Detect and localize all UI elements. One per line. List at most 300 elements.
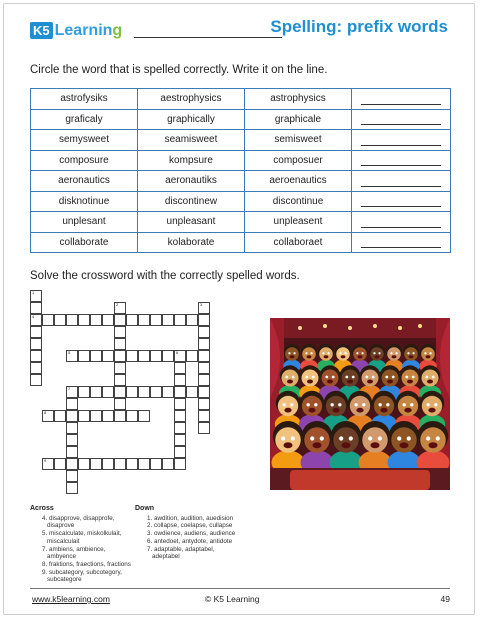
audience-mouth [428, 408, 435, 413]
word-option[interactable]: aeronautiks [138, 171, 245, 192]
audience-eye [352, 376, 355, 379]
audience-face [322, 370, 339, 387]
word-option[interactable]: unplesant [31, 212, 138, 233]
audience-face [319, 347, 333, 361]
footer-rule [30, 588, 450, 589]
audience-mouth [409, 355, 414, 358]
audience-eye [395, 352, 397, 354]
audience-eye [426, 403, 429, 406]
crossword-cell[interactable] [42, 410, 54, 422]
audience-eye [310, 436, 314, 440]
audience-eye [288, 352, 290, 354]
crossword-cell[interactable] [114, 302, 126, 314]
word-option[interactable]: graficaly [31, 109, 138, 130]
clue-line: 9. subcategory, subcotegory, [42, 568, 122, 576]
footer-website-link[interactable]: www.k5learning.com [32, 594, 110, 604]
crossword-cell[interactable] [78, 386, 90, 398]
clue-line: 5. miscalculate, miskolkulait, [42, 530, 122, 538]
across-title: Across [30, 505, 54, 512]
crossword-cell[interactable] [186, 350, 198, 362]
crossword-cell[interactable] [162, 314, 174, 326]
audience-face [422, 370, 439, 387]
audience-mouth [347, 380, 353, 384]
answer-cell[interactable] [352, 109, 451, 130]
word-option[interactable]: kolaborate [138, 232, 245, 253]
answer-line[interactable] [361, 227, 441, 228]
audience-eye [290, 403, 293, 406]
crossword-cell[interactable] [198, 326, 210, 338]
audience-eye [312, 376, 315, 379]
word-option[interactable]: composuer [245, 150, 352, 171]
audience-eye [327, 352, 329, 354]
crossword-cell[interactable] [90, 410, 102, 422]
audience-mouth [404, 408, 411, 413]
crossword-cell[interactable] [174, 410, 186, 422]
audience-mouth [307, 355, 312, 358]
crossword-clue-number: 1 [32, 290, 35, 295]
answer-cell[interactable] [352, 130, 451, 151]
clue-line: 4. disapprove, disapprofe, [42, 514, 115, 522]
crossword-cell[interactable] [198, 410, 210, 422]
answer-cell[interactable] [352, 150, 451, 171]
word-option[interactable]: discontinew [138, 191, 245, 212]
crossword-cell[interactable] [114, 410, 126, 422]
crossword-cell[interactable] [66, 386, 78, 398]
audience-eye [293, 352, 295, 354]
audience-mouth [290, 355, 295, 358]
word-option[interactable]: collaboraet [245, 232, 352, 253]
audience-mouth [380, 408, 387, 413]
word-option[interactable]: graphicale [245, 109, 352, 130]
crossword-cell[interactable] [114, 326, 126, 338]
clue-line: 8. fraktions, fraections, fractions [42, 560, 131, 568]
crossword-cell[interactable] [114, 398, 126, 410]
audience-face [421, 347, 435, 361]
crossword-cell[interactable] [174, 398, 186, 410]
audience-face [382, 370, 399, 387]
audience-eye [332, 376, 335, 379]
crossword-cell[interactable] [66, 482, 78, 494]
crossword-cell[interactable] [162, 386, 174, 398]
crossword-clue-number: 6 [176, 350, 179, 355]
crossword-cell[interactable] [150, 386, 162, 398]
instruction-crossword: Solve the crossword with the correctly spelled words. [30, 270, 300, 282]
crossword-cell[interactable] [90, 458, 102, 470]
audience-mouth [375, 355, 380, 358]
audience-eye [402, 403, 405, 406]
crossword-cell[interactable] [66, 422, 78, 434]
crossword-cell[interactable] [174, 446, 186, 458]
audience-mouth [342, 442, 351, 448]
down-title: Down [135, 505, 155, 512]
audience-face [333, 427, 359, 453]
audience-eye [325, 376, 328, 379]
word-option[interactable]: seamisweet [138, 130, 245, 151]
audience-face [353, 347, 367, 361]
word-option[interactable]: unpleasant [138, 212, 245, 233]
word-option[interactable]: graphically [138, 109, 245, 130]
crossword-cell[interactable] [114, 374, 126, 386]
audience-eye [356, 352, 358, 354]
crossword-cell[interactable] [30, 302, 42, 314]
crossword-cell[interactable] [66, 410, 78, 422]
clue-line: 3. owdience, audiens, audience [147, 530, 236, 538]
crossword-cell[interactable] [198, 362, 210, 374]
crossword-cell[interactable] [162, 458, 174, 470]
answer-line[interactable] [361, 165, 441, 166]
clue-line: subcategore [47, 576, 82, 584]
audience-cartoon-illustration [270, 318, 450, 490]
audience-face [402, 370, 419, 387]
audience-mouth [429, 442, 438, 448]
audience-mouth [308, 408, 315, 413]
crossword-cell[interactable] [174, 374, 186, 386]
audience-eye [320, 436, 324, 440]
audience-face [304, 427, 330, 453]
crossword-cell[interactable] [66, 350, 78, 362]
word-row [31, 130, 451, 151]
audience-face [302, 396, 322, 416]
audience-eye [378, 436, 382, 440]
crossword-cell[interactable] [162, 350, 174, 362]
crossword-cell[interactable] [102, 410, 114, 422]
crossword-clue-number: 3 [200, 302, 203, 307]
crossword-cell[interactable] [198, 422, 210, 434]
answer-line[interactable] [361, 206, 441, 207]
answer-line[interactable] [361, 247, 441, 248]
audience-mouth [284, 442, 293, 448]
crossword-cell[interactable] [198, 302, 210, 314]
word-row [31, 109, 451, 130]
audience-face [398, 396, 418, 416]
logo-text [55, 22, 123, 39]
audience-eye [429, 352, 431, 354]
audience-eye [344, 352, 346, 354]
word-option[interactable]: astrophysics [245, 89, 352, 110]
audience-mouth [341, 355, 346, 358]
clue-line: 7. ambiens, ambience, [42, 545, 106, 553]
audience-eye [424, 352, 426, 354]
audience-cartoon-svg [270, 318, 450, 490]
audience-eye [385, 376, 388, 379]
crossword-cell[interactable] [174, 350, 186, 362]
crossword-clue-number: 9 [44, 458, 47, 463]
audience-eye [392, 376, 395, 379]
audience-mouth [407, 380, 413, 384]
answer-line[interactable] [361, 124, 441, 125]
audience-eye [407, 436, 411, 440]
audience-face [362, 370, 379, 387]
audience-eye [407, 352, 409, 354]
audience-eye [405, 376, 408, 379]
audience-eye [368, 436, 372, 440]
crossword-cell[interactable] [198, 350, 210, 362]
clue-line: miscalculait [47, 537, 80, 545]
audience-eye [432, 376, 435, 379]
crossword-cell[interactable] [174, 422, 186, 434]
audience-mouth [387, 380, 393, 384]
answer-cell[interactable] [352, 171, 451, 192]
audience-mouth [371, 442, 380, 448]
audience-eye [282, 403, 285, 406]
audience-mouth [324, 355, 329, 358]
crossword-cell[interactable] [150, 458, 162, 470]
crossword-cell[interactable] [150, 314, 162, 326]
crossword-grid [30, 290, 230, 500]
audience-face [302, 347, 316, 361]
crossword-cell[interactable] [138, 386, 150, 398]
audience-face [370, 347, 384, 361]
word-option[interactable]: kompsure [138, 150, 245, 171]
audience-face [391, 427, 417, 453]
audience-mouth [332, 408, 339, 413]
word-option[interactable]: unpleasent [245, 212, 352, 233]
crossword-cell[interactable] [66, 314, 78, 326]
crossword-cell[interactable] [138, 410, 150, 422]
audience-eye [397, 436, 401, 440]
clue-line: 1. awdition, audition, auedision [147, 514, 234, 522]
audience-eye [345, 376, 348, 379]
crossword-cell[interactable] [114, 338, 126, 350]
audience-eye [378, 352, 380, 354]
crossword-cell[interactable] [198, 386, 210, 398]
audience-eye [281, 436, 285, 440]
crossword-cell[interactable] [30, 350, 42, 362]
crossword-cell[interactable] [174, 458, 186, 470]
crossword-cell[interactable] [78, 350, 90, 362]
crossword-cell[interactable] [30, 338, 42, 350]
crossword-cell[interactable] [102, 458, 114, 470]
crossword-cell[interactable] [186, 314, 198, 326]
word-option[interactable]: collaborate [31, 232, 138, 253]
crossword-cell[interactable] [54, 458, 66, 470]
across-clues [30, 505, 131, 584]
page-number: 49 [440, 594, 450, 604]
audience-eye [434, 403, 437, 406]
audience-face [420, 427, 446, 453]
audience-eye [291, 436, 295, 440]
crossword-cell[interactable] [66, 398, 78, 410]
crossword-cell[interactable] [174, 434, 186, 446]
crossword-cell[interactable] [54, 314, 66, 326]
k5-learning-logo [30, 22, 122, 39]
audience-mouth [327, 380, 333, 384]
crossword-clue-number: 7 [68, 386, 71, 391]
header-rule [134, 37, 282, 38]
audience-eye [305, 352, 307, 354]
answer-cell[interactable] [352, 212, 451, 233]
crossword-cell[interactable] [54, 410, 66, 422]
logo-box: K5 [30, 22, 53, 39]
audience-mouth [284, 408, 291, 413]
word-option[interactable]: aestrophysics [138, 89, 245, 110]
audience-eye [412, 352, 414, 354]
audience-mouth [392, 355, 397, 358]
crossword-cell[interactable] [30, 326, 42, 338]
crossword-cell[interactable] [198, 338, 210, 350]
crossword-cell[interactable] [138, 314, 150, 326]
audience-eye [339, 436, 343, 440]
audience-eye [412, 376, 415, 379]
word-option[interactable]: aeroenautics [245, 171, 352, 192]
audience-eye [361, 352, 363, 354]
audience-mouth [427, 380, 433, 384]
crossword-cell[interactable] [114, 314, 126, 326]
word-option[interactable]: semisweet [245, 130, 352, 151]
audience-eye [349, 436, 353, 440]
crossword-cell[interactable] [150, 350, 162, 362]
audience-eye [354, 403, 357, 406]
crossword-cell[interactable] [30, 362, 42, 374]
crossword-cell[interactable] [198, 314, 210, 326]
answer-cell[interactable] [352, 89, 451, 110]
word-option[interactable]: semysweet [31, 130, 138, 151]
worksheet-title: Spelling: prefix words [270, 17, 448, 36]
crossword-cell[interactable] [66, 470, 78, 482]
crossword-cell[interactable] [126, 314, 138, 326]
audience-eye [338, 403, 341, 406]
crossword-cell[interactable] [66, 434, 78, 446]
answer-line[interactable] [361, 186, 441, 187]
audience-mouth [400, 442, 409, 448]
clue-line: 7. adaptable, adaptabel, [147, 545, 215, 553]
crossword-cell[interactable] [42, 314, 54, 326]
audience-face [387, 347, 401, 361]
audience-face [404, 347, 418, 361]
crossword-cell[interactable] [198, 398, 210, 410]
audience-mouth [426, 355, 431, 358]
crossword-cell[interactable] [30, 374, 42, 386]
audience-face [302, 370, 319, 387]
crossword-cell[interactable] [90, 386, 102, 398]
answer-line[interactable] [361, 145, 441, 146]
word-row [31, 89, 451, 110]
audience-face [282, 370, 299, 387]
crossword-cell[interactable] [114, 386, 126, 398]
crossword-cell[interactable] [114, 350, 126, 362]
crossword-cell[interactable] [126, 458, 138, 470]
audience-eye [362, 403, 365, 406]
audience-face [350, 396, 370, 416]
crossword-cell[interactable] [102, 314, 114, 326]
audience-eye [373, 352, 375, 354]
crossword-clue-number: 5 [68, 350, 71, 355]
crossword-cell[interactable] [126, 350, 138, 362]
logo-word-b: g [112, 22, 123, 39]
audience-eye [425, 376, 428, 379]
audience-eye [386, 403, 389, 406]
crossword-cell[interactable] [126, 386, 138, 398]
audience-eye [305, 376, 308, 379]
clue-line: 2. collapse, coelapse, cullapse [147, 522, 233, 530]
word-row [31, 191, 451, 212]
audience-face [422, 396, 442, 416]
crossword-cell[interactable] [138, 350, 150, 362]
clue-line: disaprove [47, 522, 75, 530]
audience-eye [410, 403, 413, 406]
footer-copyright: © K5 Learning [205, 594, 260, 604]
audience-eye [285, 376, 288, 379]
audience-face [374, 396, 394, 416]
crossword-cell[interactable] [198, 374, 210, 386]
word-option[interactable]: discontinue [245, 191, 352, 212]
crossword-cell[interactable] [78, 314, 90, 326]
answer-cell[interactable] [352, 232, 451, 253]
audience-face [362, 427, 388, 453]
audience-eye [390, 352, 392, 354]
instruction-circle-words: Circle the word that is spelled correctly. Write it on the line. [30, 64, 328, 76]
crossword-cell[interactable] [186, 386, 198, 398]
audience-mouth [367, 380, 373, 384]
word-option[interactable]: composure [31, 150, 138, 171]
audience-eye [310, 352, 312, 354]
audience-eye [292, 376, 295, 379]
audience-eye [306, 403, 309, 406]
crossword-clue-number: 8 [44, 410, 47, 415]
crossword-cell[interactable] [66, 458, 78, 470]
crossword-clue-number: 4 [32, 314, 35, 319]
crossword-cell[interactable] [174, 314, 186, 326]
audience-eye [436, 436, 440, 440]
crossword-cell[interactable] [78, 458, 90, 470]
crossword-cell[interactable] [102, 386, 114, 398]
down-clues [135, 505, 235, 561]
audience-face [285, 347, 299, 361]
clue-line: 6. antedoet, antydote, antidote [147, 537, 233, 545]
audience-eye [314, 403, 317, 406]
crossword-cell[interactable] [174, 362, 186, 374]
audience-face [275, 427, 301, 453]
audience-face [336, 347, 350, 361]
crossword-cell[interactable] [90, 350, 102, 362]
crossword-cell[interactable] [78, 410, 90, 422]
word-option[interactable]: astrofysiks [31, 89, 138, 110]
crossword-clue-number: 2 [116, 302, 119, 307]
word-option[interactable]: aeronautics [31, 171, 138, 192]
audience-mouth [287, 380, 293, 384]
clue-line: ambyence [47, 553, 77, 561]
crossword-cell[interactable] [114, 362, 126, 374]
audience-eye [322, 352, 324, 354]
word-row [31, 232, 451, 253]
word-row [31, 150, 451, 171]
audience-eye [378, 403, 381, 406]
crossword-cell[interactable] [138, 458, 150, 470]
audience-face [326, 396, 346, 416]
crossword-cell[interactable] [114, 458, 126, 470]
word-option[interactable]: disknotinue [31, 191, 138, 212]
crossword-cell[interactable] [102, 350, 114, 362]
crossword-cell[interactable] [42, 458, 54, 470]
audience-eye [365, 376, 368, 379]
answer-line[interactable] [361, 104, 441, 105]
crossword-cell[interactable] [30, 290, 42, 302]
audience-face [278, 396, 298, 416]
audience-eye [339, 352, 341, 354]
logo-word-a: Learnin [54, 22, 113, 39]
crossword-cell[interactable] [30, 314, 42, 326]
crossword-cell[interactable] [126, 410, 138, 422]
audience-eye [426, 436, 430, 440]
word-row [31, 171, 451, 192]
crossword-cell[interactable] [174, 386, 186, 398]
crossword-cell[interactable] [66, 446, 78, 458]
answer-cell[interactable] [352, 191, 451, 212]
audience-mouth [313, 442, 322, 448]
crossword-cell[interactable] [90, 314, 102, 326]
audience-face [342, 370, 359, 387]
word-choice-table [30, 88, 451, 253]
